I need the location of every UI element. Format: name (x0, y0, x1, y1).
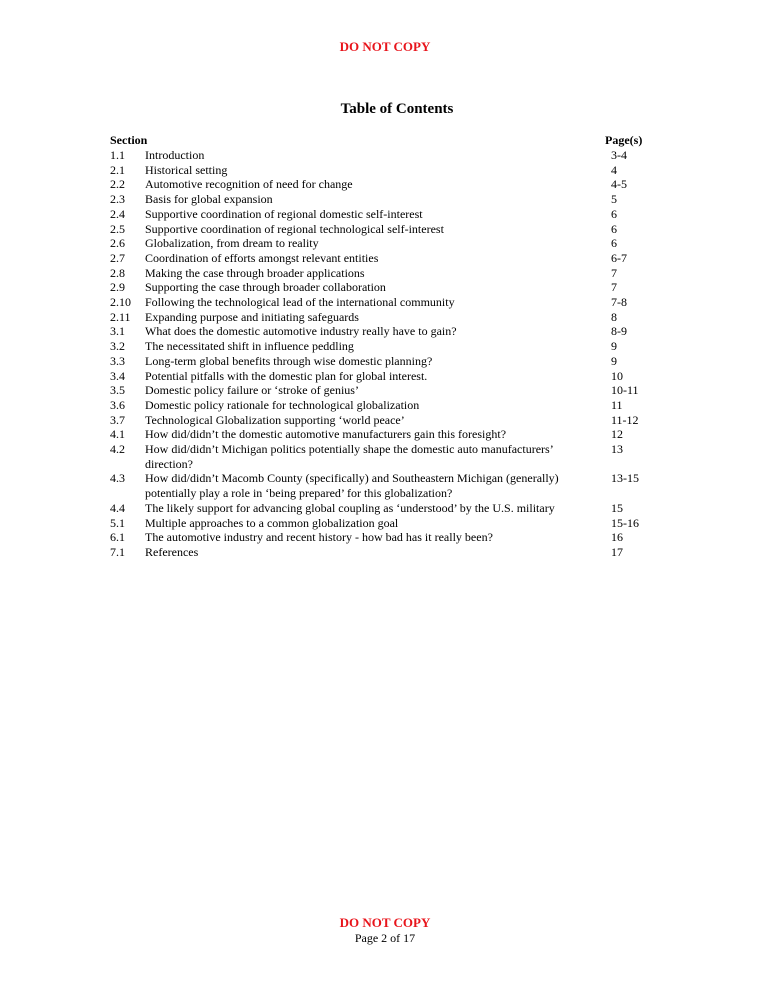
toc-entry-page: 8-9 (611, 324, 627, 339)
toc-entry-title: Automotive recognition of need for change (145, 177, 353, 192)
toc-entry (110, 192, 670, 207)
toc-entry-title: Coordination of efforts amongst relevant entities (145, 250, 379, 265)
footer-do-not-copy: DO NOT COPY (339, 915, 431, 930)
toc-entry-number: 4.2 (110, 442, 125, 457)
toc-entry-title: Domestic policy rationale for technological globalization (145, 397, 420, 412)
toc-entry-number: 2.7 (110, 250, 125, 265)
toc-title: Table of Contents (340, 101, 454, 117)
toc-entry-number: 3.6 (110, 397, 125, 412)
toc-entry-title: Expanding purpose and initiating safeguards (145, 309, 359, 324)
toc-entry-page: 4 (611, 162, 617, 177)
toc-entry (110, 280, 670, 295)
header-do-not-copy: DO NOT COPY (339, 39, 431, 54)
toc-entry-page: 6-7 (611, 250, 627, 265)
toc-pages-heading: Page(s) (605, 133, 643, 147)
table-of-contents (110, 133, 670, 560)
toc-entry-number: 6.1 (110, 530, 125, 545)
toc-entry-title: The likely support for advancing global coupling as ‘understood’ by the U.S. military (145, 500, 555, 515)
toc-entry (110, 222, 670, 237)
toc-entry (110, 295, 670, 310)
toc-entry (110, 545, 670, 560)
toc-entry-page: 10 (611, 368, 623, 383)
toc-entry-page: 9 (611, 353, 617, 368)
toc-entry (110, 177, 670, 192)
toc-entry-title: What does the domestic automotive industry really have to gain? (145, 324, 457, 339)
toc-entry-title: Supportive coordination of regional technological self-interest (145, 221, 444, 236)
toc-entry (110, 354, 670, 369)
toc-entry-title: Making the case through broader applications (145, 265, 365, 280)
toc-entry-number: 4.3 (110, 471, 125, 486)
toc-entry-number: 3.3 (110, 353, 125, 368)
toc-entry-page: 7-8 (611, 295, 627, 310)
toc-entry-number: 7.1 (110, 544, 125, 559)
toc-section-heading: Section (110, 133, 148, 147)
toc-entry-number: 2.5 (110, 221, 125, 236)
toc-entry-number: 3.1 (110, 324, 125, 339)
toc-entry-title: References (145, 544, 199, 559)
toc-entry-page: 8 (611, 309, 617, 324)
toc-entry-title: Potential pitfalls with the domestic plan for global interest. (145, 368, 428, 383)
toc-entry-title: Long-term global benefits through wise domestic planning? (145, 353, 433, 368)
toc-entry-number: 2.11 (110, 309, 131, 324)
toc-entry-page: 7 (611, 265, 617, 280)
toc-entry-page: 11-12 (611, 412, 639, 427)
toc-entry-page: 6 (611, 206, 617, 221)
toc-entry (110, 501, 670, 516)
toc-entry-page: 13 (611, 442, 623, 457)
toc-entry (110, 442, 670, 471)
toc-header-row (110, 133, 670, 148)
toc-entry (110, 324, 670, 339)
toc-entry-number: 2.9 (110, 280, 125, 295)
toc-entry-number: 5.1 (110, 515, 125, 530)
toc-entry-title: Basis for global expansion (145, 192, 273, 207)
toc-entry-title: How did/didn’t Michigan politics potentially shape the domestic auto manufacturers’ direction? (145, 442, 553, 471)
toc-entry-number: 3.7 (110, 412, 125, 427)
toc-entry-title: Domestic policy failure or ‘stroke of genius’ (145, 383, 359, 398)
toc-entry (110, 207, 670, 222)
page-number: Page 2 of 17 (354, 931, 416, 945)
toc-entry (110, 516, 670, 531)
toc-entry-number: 3.4 (110, 368, 125, 383)
toc-entry-number: 2.3 (110, 192, 125, 207)
toc-entry-title: Introduction (145, 148, 205, 162)
toc-entry (110, 530, 670, 545)
toc-entry (110, 266, 670, 281)
toc-entry-number: 2.1 (110, 162, 125, 177)
toc-entry-number: 3.5 (110, 383, 125, 398)
toc-entry-number: 2.10 (110, 295, 131, 310)
toc-entry-title: Multiple approaches to a common globalization goal (145, 515, 399, 530)
toc-entry (110, 398, 670, 413)
toc-entry (110, 148, 670, 163)
toc-entry-number: 4.4 (110, 500, 125, 515)
toc-entry-title: The automotive industry and recent history - how bad has it really been? (145, 530, 493, 545)
toc-entry-title: Globalization, from dream to reality (145, 236, 319, 251)
toc-entry-number: 2.8 (110, 265, 125, 280)
toc-entry (110, 369, 670, 384)
toc-entry-title: Technological Globalization supporting ‘world peace’ (145, 412, 405, 427)
toc-entry-page: 9 (611, 339, 617, 354)
toc-entry-page: 3-4 (611, 148, 627, 162)
toc-entries (110, 148, 670, 560)
toc-entry (110, 163, 670, 178)
toc-entry-page: 4-5 (611, 177, 627, 192)
toc-entry-number: 2.2 (110, 177, 125, 192)
toc-entry-page: 12 (611, 427, 623, 442)
toc-entry (110, 471, 670, 500)
toc-entry-title: Supporting the case through broader collaboration (145, 280, 386, 295)
toc-entry (110, 339, 670, 354)
toc-entry-number: 2.6 (110, 236, 125, 251)
toc-entry-page: 6 (611, 236, 617, 251)
toc-entry (110, 383, 670, 398)
toc-entry-title: Following the technological lead of the international community (145, 295, 455, 310)
toc-entry-page: 15 (611, 500, 623, 515)
toc-entry (110, 251, 670, 266)
toc-entry (110, 413, 670, 428)
toc-entry-title: How did/didn’t the domestic automotive manufacturers gain this foresight? (145, 427, 507, 442)
toc-entry (110, 310, 670, 325)
toc-entry-title: How did/didn’t Macomb County (specifically) and Southeastern Michigan (generally) potentially play a role in ‘being prepared’ for this globalization? (145, 471, 559, 501)
toc-entry-number: 4.1 (110, 427, 125, 442)
toc-entry-page: 10-11 (611, 383, 639, 398)
toc-entry (110, 427, 670, 442)
toc-entry-number: 2.4 (110, 206, 125, 221)
toc-entry-page: 16 (611, 530, 623, 545)
toc-entry-page: 13-15 (611, 471, 639, 486)
toc-entry-page: 15-16 (611, 515, 639, 530)
toc-entry-page: 11 (611, 397, 623, 412)
toc-entry (110, 236, 670, 251)
toc-entry-title: Historical setting (145, 162, 228, 177)
toc-entry-page: 7 (611, 280, 617, 295)
toc-entry-title: Supportive coordination of regional domestic self-interest (145, 206, 423, 221)
toc-entry-number: 1.1 (110, 148, 125, 162)
toc-entry-number: 3.2 (110, 339, 125, 354)
toc-entry-page: 17 (611, 544, 623, 559)
toc-entry-title: The necessitated shift in influence peddling (145, 339, 354, 354)
toc-entry-page: 6 (611, 221, 617, 236)
toc-entry-page: 5 (611, 192, 617, 207)
